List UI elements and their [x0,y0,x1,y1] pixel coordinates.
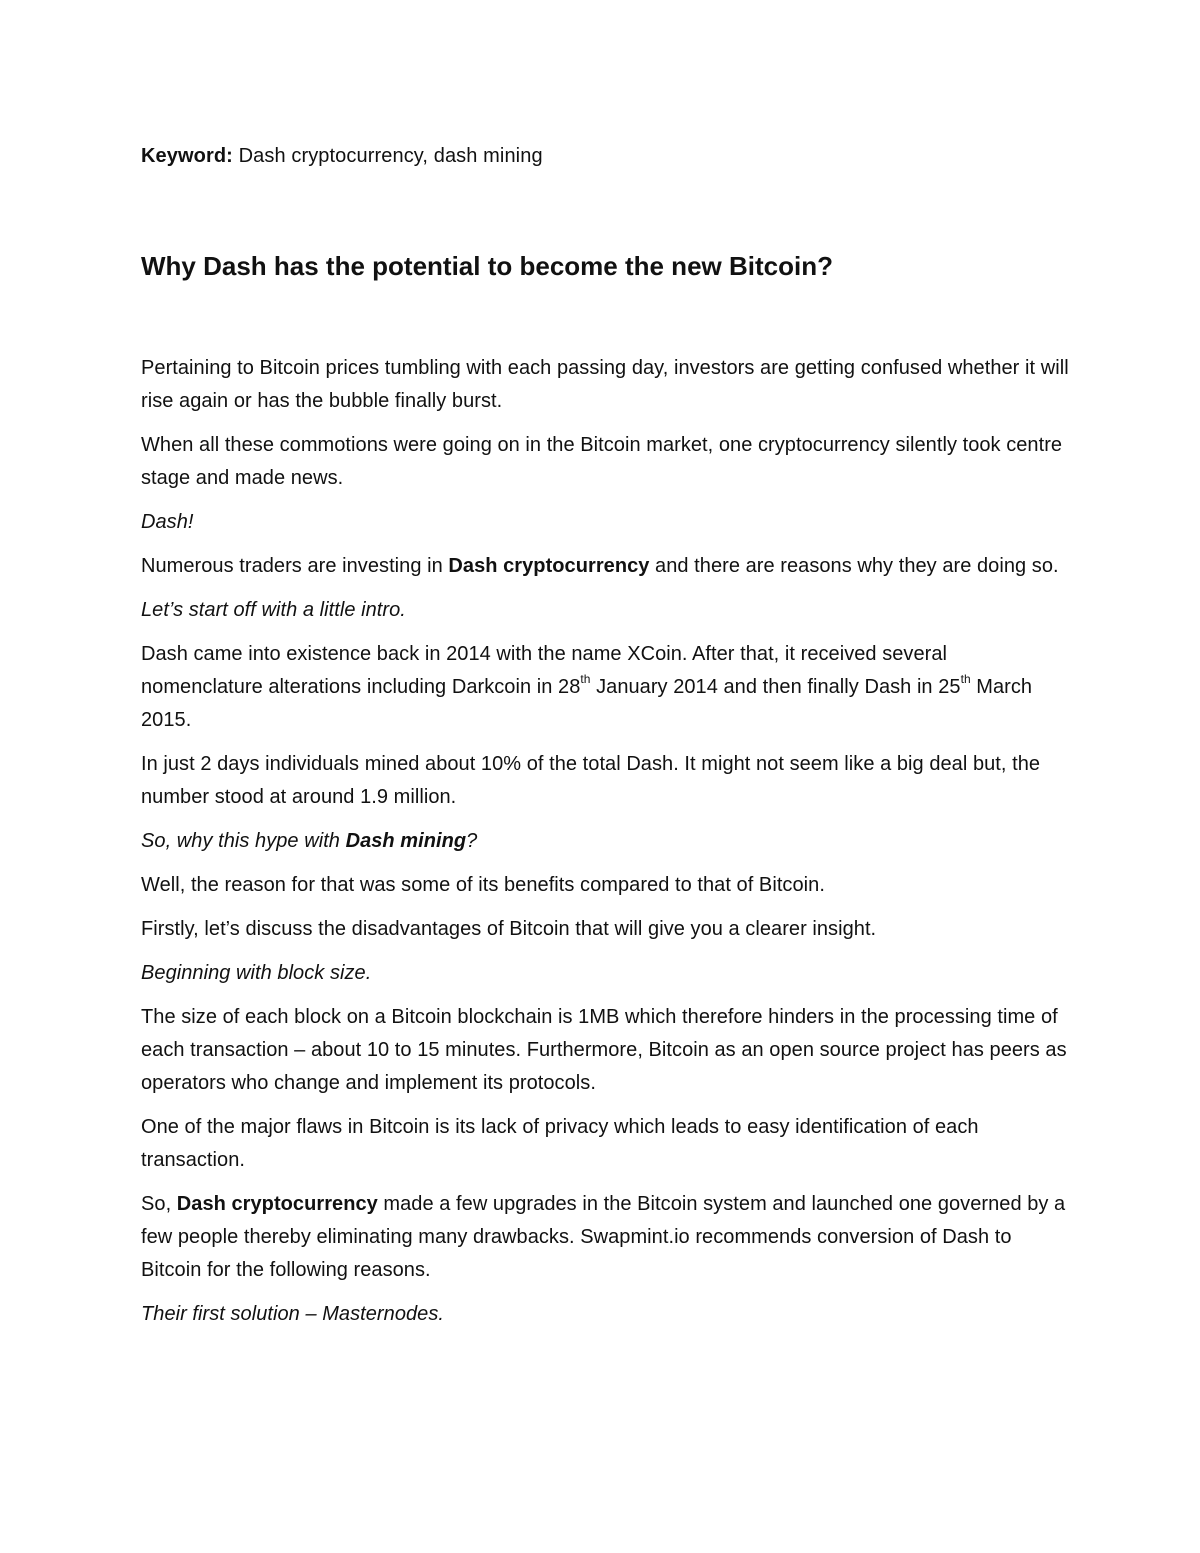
paragraph: When all these commotions were going on in the Bitcoin market, one cryptocurrency silently took centre stage and made news. [141,434,1063,489]
paragraph-italic: Beginning with block size. [141,962,372,984]
paragraph: Firstly, let’s discuss the disadvantages of Bitcoin that will give you a clearer insight. [141,918,877,940]
paragraph-italic: Their first solution – Masternodes. [141,1303,444,1325]
bold-keyword: Dash mining [345,830,467,852]
superscript: th [580,672,591,686]
text-run: January 2014 and then finally Dash in 25 [590,676,961,698]
keyword-label: Keyword: [141,145,233,167]
paragraph: Well, the reason for that was some of its benefits compared to that of Bitcoin. [141,874,825,896]
paragraph: In just 2 days individuals mined about 10% of the total Dash. It might not seem like a big deal but, the number stood at around 1.9 million. [141,753,1041,808]
paragraph: The size of each block on a Bitcoin blockchain is 1MB which therefore hinders in the processing time of each transaction – about 10 to 15 minutes. Furthermore, Bitcoin as an open source project has peers as operators who change and implement its protocols. [141,1006,1067,1094]
paragraph-italic: Let’s start off with a little intro. [141,599,406,621]
bold-keyword: Dash cryptocurrency [176,1193,378,1215]
bold-keyword: Dash cryptocurrency [448,555,650,577]
paragraph-italic [141,825,1071,858]
paragraph: One of the major flaws in Bitcoin is its lack of privacy which leads to easy identification of each transaction. [141,1116,979,1171]
paragraph: Pertaining to Bitcoin prices tumbling with each passing day, investors are getting confused whether it will rise again or has the bubble finally burst. [141,357,1069,412]
text-run: and there are reasons why they are doing so. [649,555,1059,577]
text-run: Dash came into existence back in 2014 with the name XCoin. After that, it received several nomenclature alterations including Darkcoin in 28 [141,643,948,698]
paragraph [141,550,1071,583]
document-body [141,352,1071,1342]
paragraph [141,1188,1071,1287]
superscript: th [960,672,971,686]
keyword-value: Dash cryptocurrency, dash mining [232,145,543,167]
document-title: Why Dash has the potential to become the new Bitcoin? [141,251,833,281]
text-run: made a few upgrades in the Bitcoin system and launched one governed by a few people thereby eliminating many drawbacks. Swapmint.io recommends conversion of Dash to Bitcoin for the following reasons. [141,1193,1066,1281]
paragraph-italic: Dash! [141,511,194,533]
paragraph [141,638,1071,737]
document-content [141,140,1071,1325]
keyword-line [141,140,1071,172]
text-run: March 2015. [141,676,1033,731]
text-run: ? [466,830,478,852]
text-run: So, [141,1193,177,1215]
text-run: Numerous traders are investing in [141,555,449,577]
text-run: So, why this hype with [141,830,346,852]
